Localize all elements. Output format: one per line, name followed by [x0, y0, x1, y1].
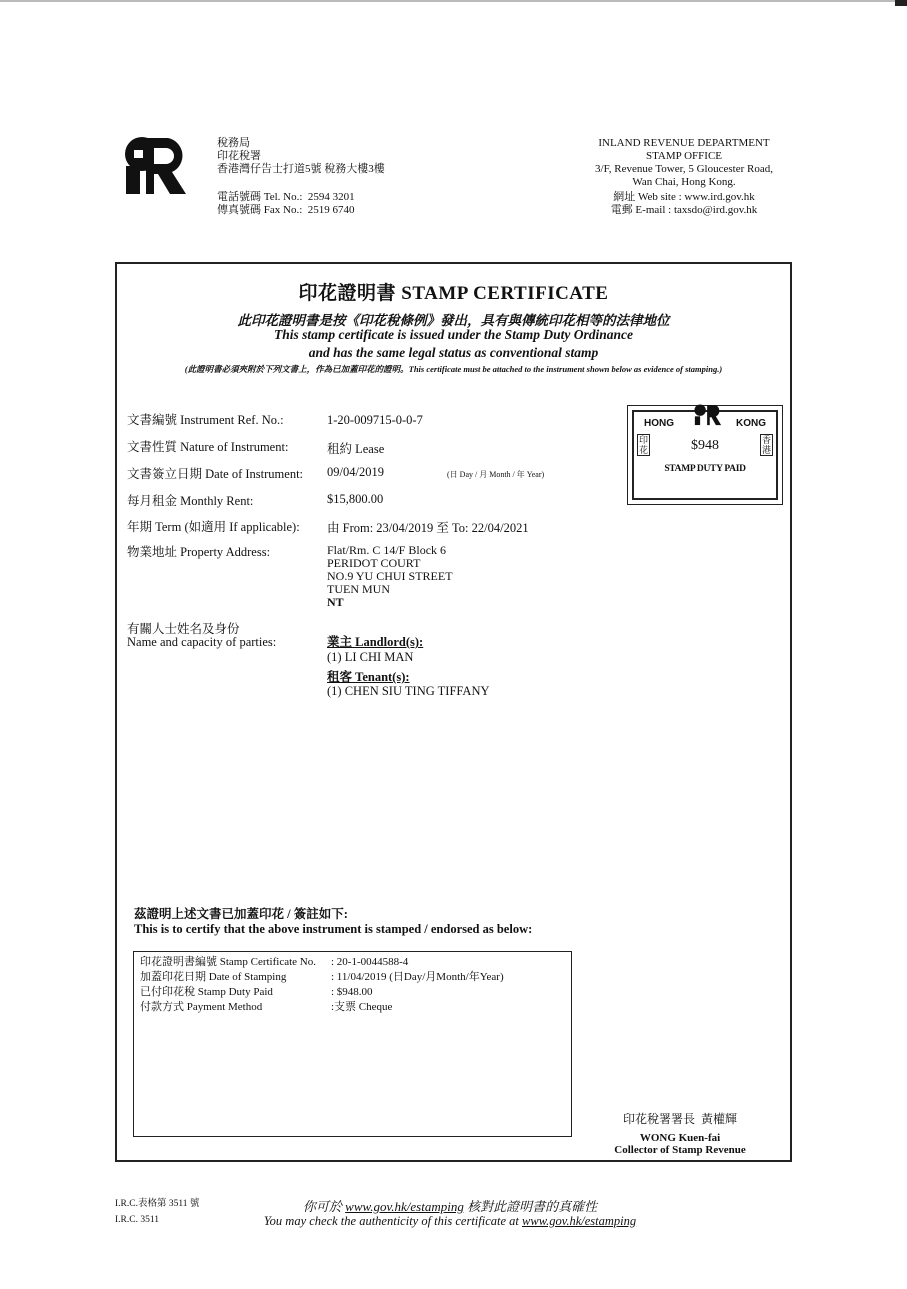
address-line: Flat/Rm. C 14/F Block 6	[327, 543, 447, 557]
page-edge	[0, 0, 895, 2]
certificate-sub-en-1: This stamp certificate is issued under the Stamp Duty Ordinance	[274, 327, 633, 342]
header-address-zh: 香港灣仔告士打道5號 稅務大樓3樓	[217, 163, 385, 175]
monthly-rent-label: 每月租金 Monthly Rent:	[127, 494, 254, 508]
stamp-duty-seal	[627, 405, 783, 505]
cert-row-value: :支票 Cheque	[331, 1001, 393, 1013]
stamp-logo-icon	[694, 404, 722, 426]
address-line: TUEN MUN	[327, 582, 390, 596]
stamp-amount: $948	[691, 438, 719, 453]
signature-title-zh: 印花稅署署長	[622, 1112, 695, 1126]
web-label: 網址 Web site :	[613, 191, 682, 203]
stamp-caption: STAMP DUTY PAID	[664, 464, 746, 474]
header-dept-en: INLAND REVENUE DEPARTMENT	[598, 137, 770, 149]
address-line: NO.9 YU CHUI STREET	[327, 569, 453, 583]
footer-line-zh	[180, 1196, 720, 1215]
tenant-label: 租客 Tenant(s):	[327, 670, 410, 684]
email-label: 電郵 E-mail :	[610, 204, 672, 216]
address-label: 物業地址 Property Address:	[127, 545, 271, 559]
certificate-notice: (此證明書必須夾附於下列文書上，作為已加蓋印花的證明。This certificate must be attached to the instrument shown below as evidence of stamping.)	[184, 364, 723, 374]
term-value: 由 From: 23/04/2019 至 To: 22/04/2021	[327, 521, 529, 535]
address-line: NT	[327, 595, 344, 609]
cert-row-label: 加蓋印花日期 Date of Stamping	[140, 971, 287, 983]
footer-line-en	[180, 1214, 720, 1229]
header-office-zh: 印花稅署	[217, 150, 261, 162]
fax-value: 2519 6740	[307, 204, 355, 216]
page-mark	[895, 0, 907, 6]
stamp-side-right: 香港	[761, 435, 771, 455]
cert-row-value: : 11/04/2019 (日Day/月Month/年Year)	[331, 971, 504, 983]
footer-en-pre: You may check the authenticity of this certificate at	[263, 1214, 523, 1228]
estamping-link-zh[interactable]: www.gov.hk/estamping	[345, 1199, 464, 1214]
stamp-hong: HONG	[644, 418, 674, 429]
footer-zh-post: 核對此證明書的真確性	[463, 1199, 598, 1214]
nature-value: 租約 Lease	[327, 442, 385, 456]
email-value[interactable]: taxsdo@ird.gov.hk	[673, 204, 758, 216]
cert-row-value: : $948.00	[331, 986, 373, 998]
form-number-zh: I.R.C.表格第 3511 號	[115, 1199, 200, 1209]
header-dept-zh: 稅務局	[217, 137, 250, 149]
parties-label-en: Name and capacity of parties:	[127, 635, 277, 649]
instrument-ref-label: 文書編號 Instrument Ref. No.:	[127, 413, 284, 427]
stamp-side-left: 印花	[638, 435, 648, 455]
ird-logo-icon	[124, 136, 188, 196]
signature-title-en: Collector of Stamp Revenue	[614, 1144, 746, 1156]
certify-zh: 茲證明上述文書已加蓋印花 / 簽註如下:	[134, 907, 348, 921]
instrument-ref-value: 1-20-009715-0-0-7	[327, 413, 423, 427]
header-right	[560, 137, 808, 217]
footer-zh-pre: 你可於	[302, 1199, 346, 1214]
form-number-en: I.R.C. 3511	[115, 1215, 159, 1225]
landlord-label: 業主 Landlord(s):	[327, 635, 424, 649]
tel-value: 2594 3201	[307, 191, 355, 203]
cert-values	[331, 956, 504, 1016]
date-format-hint: (日 Day / 月 Month / 年 Year)	[447, 470, 545, 479]
nature-label: 文書性質 Nature of Instrument:	[127, 440, 289, 454]
cert-labels	[140, 956, 316, 1016]
fax-label: 傳真號碼 Fax No.:	[217, 204, 303, 216]
parties-label-zh: 有關人士姓名及身份	[127, 622, 240, 636]
header-address-en-2: Wan Chai, Hong Kong.	[632, 176, 736, 188]
signature-name-en: WONG Kuen-fai	[639, 1132, 721, 1144]
certificate-sub-zh: 此印花證明書是按《印花稅條例》發出，具有與傳統印花相等的法律地位	[237, 313, 670, 328]
stamp-kong: KONG	[736, 418, 766, 429]
web-value[interactable]: www.ird.gov.hk	[684, 191, 755, 203]
monthly-rent-value: $15,800.00	[327, 492, 384, 506]
header-office-en: STAMP OFFICE	[645, 150, 723, 162]
term-label: 年期 Term (如適用 If applicable):	[127, 520, 300, 534]
cert-row-label: 已付印花稅 Stamp Duty Paid	[140, 986, 273, 998]
cert-row-value: : 20-1-0044588-4	[331, 956, 409, 968]
address-value	[327, 544, 453, 609]
certificate-title: 印花證明書 STAMP CERTIFICATE	[298, 283, 609, 304]
date-instrument-value: 09/04/2019	[327, 465, 384, 479]
estamping-link-en[interactable]: www.gov.hk/estamping	[522, 1214, 637, 1228]
certify-en: This is to certify that the above instrument is stamped / endorsed as below:	[134, 922, 533, 936]
tel-label: 電話號碼 Tel. No.:	[217, 191, 303, 203]
header-left	[217, 137, 385, 217]
date-instrument-label: 文書簽立日期 Date of Instrument:	[127, 467, 304, 481]
parties-label	[127, 623, 276, 649]
cert-row-label: 付款方式 Payment Method	[140, 1001, 263, 1013]
landlord-value: (1) LI CHI MAN	[327, 650, 414, 664]
address-line: PERIDOT COURT	[327, 556, 421, 570]
cert-row-label: 印花證明書編號 Stamp Certificate No.	[140, 956, 316, 968]
certificate-sub-en-2: and has the same legal status as conventional stamp	[308, 345, 599, 360]
tenant-value: (1) CHEN SIU TING TIFFANY	[327, 684, 490, 698]
header-address-en-1: 3/F, Revenue Tower, 5 Gloucester Road,	[595, 163, 773, 175]
signature-name-zh: 黃權輝	[701, 1112, 738, 1126]
signature-block	[600, 1110, 760, 1156]
